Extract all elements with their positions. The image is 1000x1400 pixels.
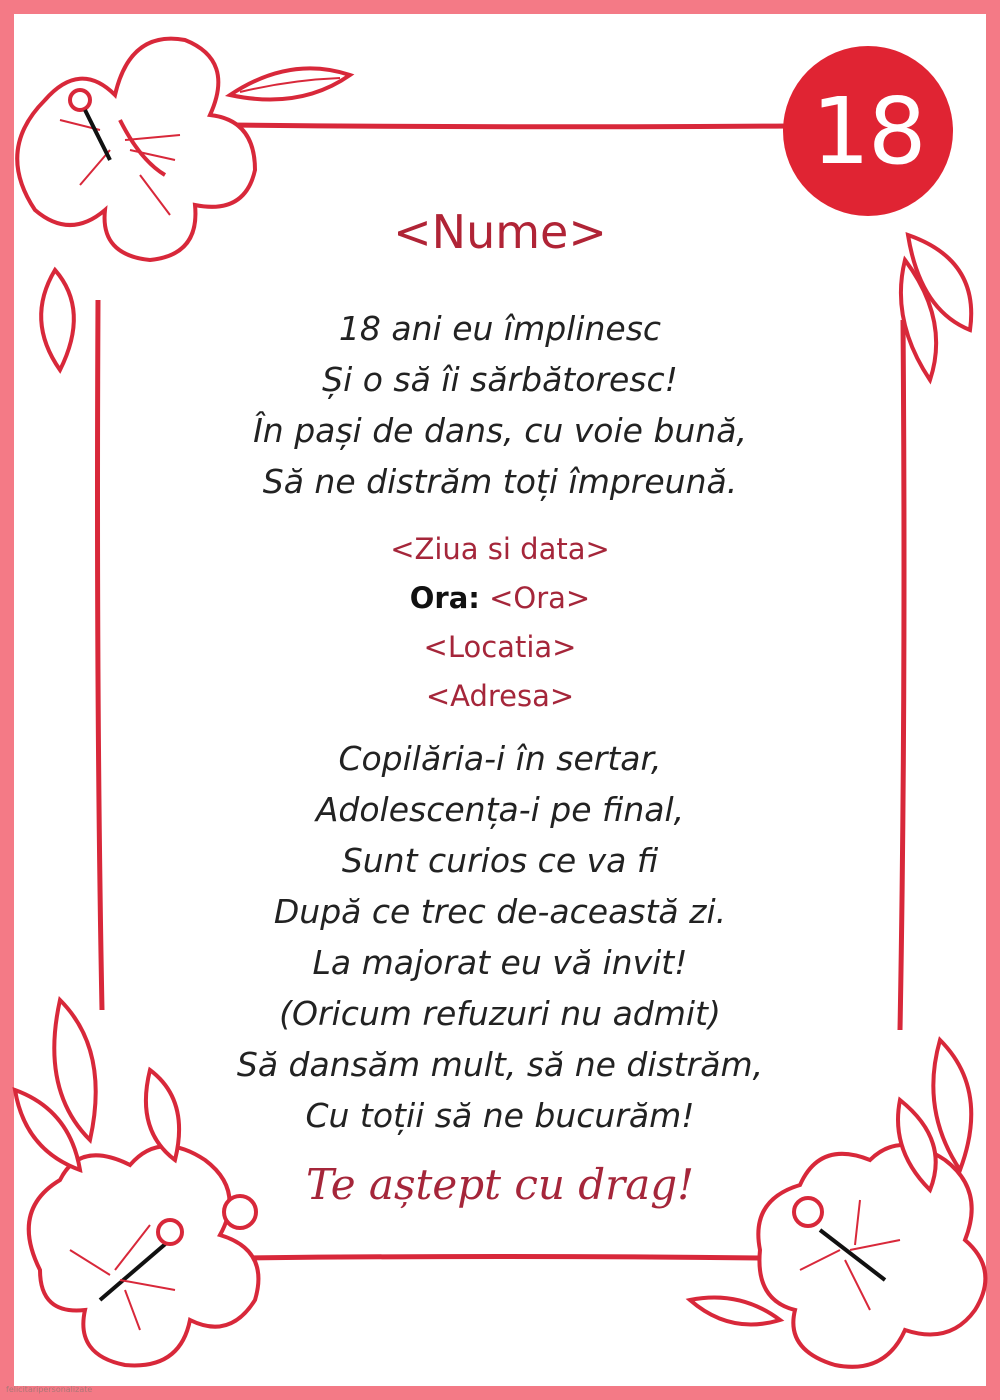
poem-line: Și o să îi sărbătoresc!: [322, 360, 678, 399]
poem-line: Copilăria-i în sertar,: [338, 739, 662, 778]
poem-intro: [150, 303, 850, 507]
poem-line: Sunt curios ce va fi: [341, 841, 659, 880]
poem-line: După ce trec de-această zi.: [273, 892, 727, 931]
leaf-icon: [901, 235, 971, 380]
poem-main: [130, 733, 870, 1141]
poem-line: Cu toții să ne bucurăm!: [305, 1096, 695, 1135]
age-badge: [783, 46, 953, 216]
poem-line: Să dansăm mult, să ne distrăm,: [236, 1045, 764, 1084]
event-details: [150, 525, 850, 721]
poem-line: Adolescența-i pe final,: [315, 790, 685, 829]
watermark: felicitaripersonalizate: [6, 1385, 93, 1394]
event-address: <Adresa>: [425, 679, 575, 713]
poem-line: Să ne distrăm toți împreună.: [262, 462, 738, 501]
poem-line: (Oricum refuzuri nu admit): [279, 994, 721, 1033]
age-number: 18: [811, 77, 925, 185]
event-time-value: <Ora>: [489, 581, 591, 615]
poem-line: La majorat eu vă invit!: [312, 943, 688, 982]
poem-line: În pași de dans, cu voie bună,: [253, 411, 747, 450]
guest-name-placeholder: <Nume>: [393, 205, 607, 259]
closing-message: Te aștept cu drag!: [305, 1160, 695, 1209]
event-location: <Locatia>: [423, 630, 577, 664]
event-time-row: [150, 574, 850, 623]
event-time-label: Ora:: [409, 581, 480, 615]
poem-line: 18 ani eu împlinesc: [338, 309, 662, 348]
event-day-date: <Ziua si data>: [390, 532, 610, 566]
